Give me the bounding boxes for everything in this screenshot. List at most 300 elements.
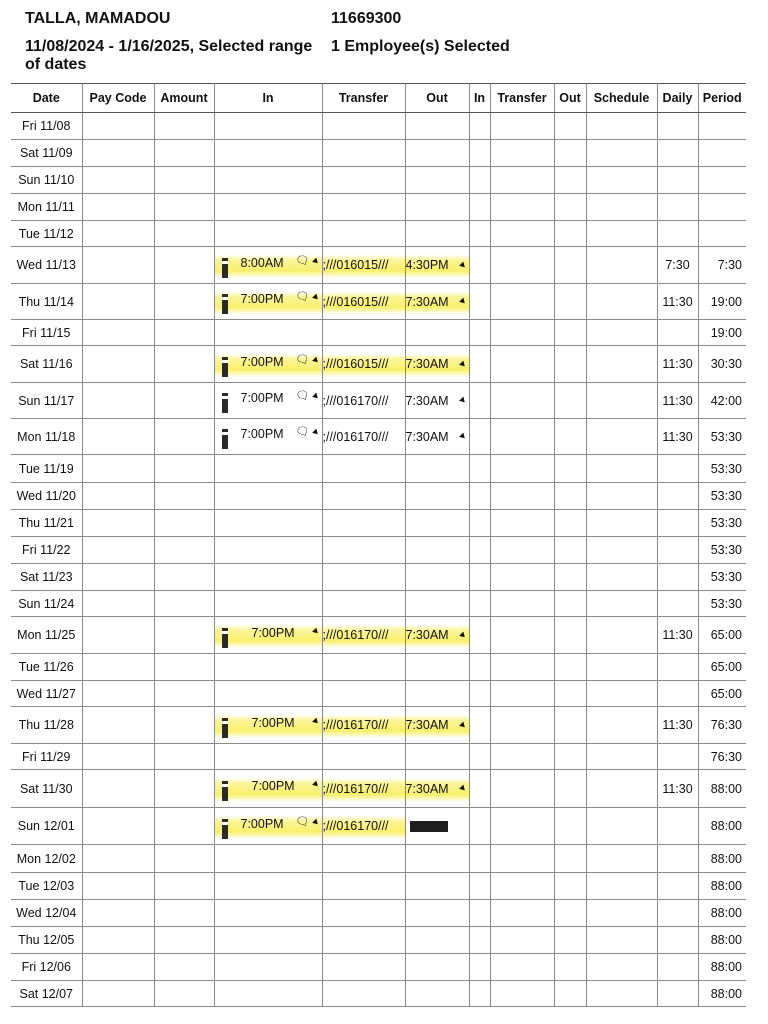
out-punch-cell-2[interactable] xyxy=(554,510,586,537)
in-punch-cell-2[interactable] xyxy=(469,591,490,617)
date-cell: Fri 11/08 xyxy=(11,113,82,140)
out-punch-cell-2[interactable] xyxy=(554,744,586,770)
in-punch-cell[interactable] xyxy=(214,483,322,510)
in-punch-cell[interactable] xyxy=(214,744,322,770)
in-punch-cell[interactable] xyxy=(214,564,322,591)
table-row xyxy=(11,654,746,681)
transfer-cell[interactable]: ;///016170/// xyxy=(322,770,405,808)
out-punch-cell-2[interactable] xyxy=(554,873,586,900)
dropdown-triangle-icon[interactable] xyxy=(312,357,320,365)
in-punch-cell[interactable] xyxy=(214,900,322,927)
out-punch-cell-2[interactable] xyxy=(554,981,586,1007)
amount-cell[interactable] xyxy=(154,419,214,455)
in-punch-cell-2[interactable] xyxy=(469,654,490,681)
pay-code-cell[interactable] xyxy=(82,346,154,383)
transfer-cell-2[interactable] xyxy=(490,419,554,455)
out-punch-cell[interactable] xyxy=(405,681,469,707)
in-punch-cell-2[interactable] xyxy=(469,681,490,707)
in-punch-cell[interactable] xyxy=(214,140,322,167)
out-punch-cell-2[interactable] xyxy=(554,247,586,284)
out-punch-cell-2[interactable] xyxy=(554,617,586,654)
in-punch-cell[interactable] xyxy=(214,346,322,383)
transfer-cell-2[interactable] xyxy=(490,284,554,320)
speech-bubble-icon[interactable]: 🗨︎ xyxy=(295,255,310,267)
out-punch-cell-2[interactable] xyxy=(554,419,586,455)
transfer-cell[interactable] xyxy=(322,320,405,346)
transfer-cell-2[interactable] xyxy=(490,537,554,564)
punch-indicator-icon[interactable] xyxy=(222,261,228,278)
out-punch-cell-2[interactable] xyxy=(554,455,586,483)
dropdown-triangle-icon[interactable] xyxy=(459,785,467,793)
out-punch-cell[interactable] xyxy=(405,591,469,617)
punch-indicator-icon[interactable] xyxy=(222,297,228,314)
dropdown-triangle-icon[interactable] xyxy=(312,718,320,726)
amount-cell[interactable] xyxy=(154,320,214,346)
amount-cell[interactable] xyxy=(154,455,214,483)
in-punch-cell-2[interactable] xyxy=(469,537,490,564)
dropdown-triangle-icon[interactable] xyxy=(312,819,320,827)
period-total: 53:30 xyxy=(698,591,746,617)
out-punch-cell[interactable] xyxy=(405,564,469,591)
amount-cell[interactable] xyxy=(154,284,214,320)
amount-cell[interactable] xyxy=(154,510,214,537)
out-punch-cell[interactable] xyxy=(405,770,469,808)
out-punch-cell-2[interactable] xyxy=(554,954,586,981)
in-punch-cell-2[interactable] xyxy=(469,873,490,900)
punch-indicator-icon[interactable] xyxy=(222,721,228,738)
transfer-cell[interactable] xyxy=(322,927,405,954)
in-punch-cell[interactable] xyxy=(214,981,322,1007)
out-punch-cell-2[interactable] xyxy=(554,564,586,591)
in-punch-cell-2[interactable] xyxy=(469,140,490,167)
col-amount[interactable]: Amount xyxy=(154,84,214,113)
transfer-cell-2[interactable] xyxy=(490,140,554,167)
transfer-cell[interactable]: ;///016170/// xyxy=(322,808,405,845)
in-punch-cell[interactable] xyxy=(214,927,322,954)
in-punch-cell-2[interactable] xyxy=(469,617,490,654)
amount-cell[interactable] xyxy=(154,140,214,167)
amount-cell[interactable] xyxy=(154,194,214,221)
dropdown-triangle-icon[interactable] xyxy=(312,258,320,266)
in-punch-cell-2[interactable] xyxy=(469,927,490,954)
col-transfer-2[interactable]: Transfer xyxy=(490,84,554,113)
schedule-cell xyxy=(586,455,657,483)
out-punch-cell-2[interactable] xyxy=(554,483,586,510)
in-punch-cell[interactable] xyxy=(214,770,322,808)
col-schedule[interactable]: Schedule xyxy=(586,84,657,113)
in-punch-cell[interactable] xyxy=(214,845,322,873)
transfer-cell[interactable] xyxy=(322,221,405,247)
out-punch-cell-2[interactable] xyxy=(554,591,586,617)
out-punch-cell[interactable] xyxy=(405,537,469,564)
col-in-2[interactable]: In xyxy=(469,84,490,113)
daily-total: 11:30 xyxy=(657,346,698,383)
daily-total xyxy=(657,981,698,1007)
pay-code-cell[interactable] xyxy=(82,808,154,845)
pay-code-cell[interactable] xyxy=(82,483,154,510)
transfer-cell[interactable]: ;///016015/// xyxy=(322,247,405,284)
out-punch-cell-2[interactable] xyxy=(554,927,586,954)
out-punch-cell[interactable] xyxy=(405,617,469,654)
out-punch-cell-2[interactable] xyxy=(554,681,586,707)
transfer-cell-2[interactable] xyxy=(490,383,554,419)
transfer-cell[interactable] xyxy=(322,483,405,510)
transfer-cell-2[interactable] xyxy=(490,900,554,927)
transfer-cell[interactable] xyxy=(322,455,405,483)
speech-bubble-icon[interactable]: 🗨︎ xyxy=(295,291,310,303)
amount-cell[interactable] xyxy=(154,707,214,744)
amount-cell[interactable] xyxy=(154,845,214,873)
out-punch-cell[interactable] xyxy=(405,744,469,770)
pay-code-cell[interactable] xyxy=(82,770,154,808)
out-punch-cell-2[interactable] xyxy=(554,140,586,167)
transfer-cell[interactable] xyxy=(322,744,405,770)
amount-cell[interactable] xyxy=(154,221,214,247)
out-punch-cell[interactable] xyxy=(405,981,469,1007)
punch-indicator-icon[interactable] xyxy=(222,631,228,648)
amount-cell[interactable] xyxy=(154,770,214,808)
pay-code-cell[interactable] xyxy=(82,510,154,537)
dropdown-triangle-icon[interactable] xyxy=(459,722,467,730)
amount-cell[interactable] xyxy=(154,537,214,564)
amount-cell[interactable] xyxy=(154,954,214,981)
transfer-cell[interactable] xyxy=(322,654,405,681)
pay-code-cell[interactable] xyxy=(82,845,154,873)
punch-indicator-icon[interactable] xyxy=(222,432,228,449)
transfer-cell-2[interactable] xyxy=(490,770,554,808)
in-punch-cell[interactable] xyxy=(214,194,322,221)
transfer-cell[interactable]: ;///016015/// xyxy=(322,284,405,320)
in-punch-cell-2[interactable] xyxy=(469,845,490,873)
in-punch-cell-2[interactable] xyxy=(469,510,490,537)
in-punch-cell-2[interactable] xyxy=(469,770,490,808)
pay-code-cell[interactable] xyxy=(82,927,154,954)
amount-cell[interactable] xyxy=(154,681,214,707)
out-punch-cell[interactable] xyxy=(405,954,469,981)
pay-code-cell[interactable] xyxy=(82,954,154,981)
pay-code-cell[interactable] xyxy=(82,455,154,483)
col-period[interactable]: Period xyxy=(698,84,746,113)
transfer-cell-2[interactable] xyxy=(490,744,554,770)
amount-cell[interactable] xyxy=(154,744,214,770)
out-punch-cell-2[interactable] xyxy=(554,346,586,383)
dropdown-triangle-icon[interactable] xyxy=(459,298,467,306)
out-punch-cell-2[interactable] xyxy=(554,113,586,140)
amount-cell[interactable] xyxy=(154,346,214,383)
amount-cell[interactable] xyxy=(154,900,214,927)
schedule-cell xyxy=(586,140,657,167)
out-punch-cell-2[interactable] xyxy=(554,808,586,845)
transfer-cell-2[interactable] xyxy=(490,681,554,707)
out-punch-cell[interactable] xyxy=(405,455,469,483)
in-punch-cell[interactable] xyxy=(214,455,322,483)
out-punch-cell-2[interactable] xyxy=(554,221,586,247)
dropdown-triangle-icon[interactable] xyxy=(312,429,320,437)
in-punch-cell[interactable] xyxy=(214,591,322,617)
out-punch-cell[interactable] xyxy=(405,654,469,681)
out-punch-cell[interactable] xyxy=(405,707,469,744)
pay-code-cell[interactable] xyxy=(82,247,154,284)
transfer-cell-2[interactable] xyxy=(490,808,554,845)
amount-cell[interactable] xyxy=(154,808,214,845)
dropdown-triangle-icon[interactable] xyxy=(459,397,467,405)
transfer-cell-2[interactable] xyxy=(490,981,554,1007)
out-punch-cell[interactable] xyxy=(405,247,469,284)
out-punch-cell-2[interactable] xyxy=(554,383,586,419)
transfer-cell-2[interactable] xyxy=(490,873,554,900)
speech-bubble-icon[interactable]: 🗨︎ xyxy=(295,354,310,366)
transfer-cell[interactable] xyxy=(322,140,405,167)
punch-indicator-icon[interactable] xyxy=(222,784,228,801)
daily-total: 11:30 xyxy=(657,383,698,419)
out-punch-cell-2[interactable] xyxy=(554,284,586,320)
transfer-cell-2[interactable] xyxy=(490,707,554,744)
in-punch-cell-2[interactable] xyxy=(469,284,490,320)
out-punch-cell[interactable] xyxy=(405,900,469,927)
date-cell: Tue 11/26 xyxy=(11,654,82,681)
amount-cell[interactable] xyxy=(154,167,214,194)
col-out[interactable]: Out xyxy=(405,84,469,113)
transfer-cell[interactable] xyxy=(322,564,405,591)
pay-code-cell[interactable] xyxy=(82,284,154,320)
transfer-cell-2[interactable] xyxy=(490,113,554,140)
speech-bubble-icon[interactable]: 🗨︎ xyxy=(295,426,310,438)
out-punch-cell[interactable] xyxy=(405,845,469,873)
in-punch-cell-2[interactable] xyxy=(469,900,490,927)
dropdown-triangle-icon[interactable] xyxy=(312,393,320,401)
out-punch-cell[interactable] xyxy=(405,873,469,900)
in-punch-cell-2[interactable] xyxy=(469,419,490,455)
out-punch-cell[interactable] xyxy=(405,483,469,510)
out-punch-cell-2[interactable] xyxy=(554,654,586,681)
transfer-cell-2[interactable] xyxy=(490,510,554,537)
pay-code-cell[interactable] xyxy=(82,900,154,927)
amount-cell[interactable] xyxy=(154,591,214,617)
in-punch-cell[interactable] xyxy=(214,954,322,981)
dropdown-triangle-icon[interactable] xyxy=(459,433,467,441)
speech-bubble-icon[interactable]: 🗨︎ xyxy=(295,816,310,828)
in-punch-cell-2[interactable] xyxy=(469,383,490,419)
pay-code-cell[interactable] xyxy=(82,167,154,194)
in-punch-cell-2[interactable] xyxy=(469,808,490,845)
pay-code-cell[interactable] xyxy=(82,221,154,247)
transfer-cell[interactable] xyxy=(322,681,405,707)
out-punch-cell-2[interactable] xyxy=(554,167,586,194)
in-punch-cell[interactable] xyxy=(214,873,322,900)
out-punch-cell[interactable] xyxy=(405,140,469,167)
transfer-cell[interactable] xyxy=(322,845,405,873)
out-punch-cell-2[interactable] xyxy=(554,845,586,873)
in-punch-cell[interactable] xyxy=(214,113,322,140)
col-pay-code[interactable]: Pay Code xyxy=(82,84,154,113)
in-punch-cell-2[interactable] xyxy=(469,744,490,770)
transfer-cell[interactable] xyxy=(322,537,405,564)
speech-bubble-icon[interactable]: 🗨︎ xyxy=(295,390,310,402)
dropdown-triangle-icon[interactable] xyxy=(459,361,467,369)
out-punch-cell-2[interactable] xyxy=(554,900,586,927)
in-time: 7:00PM xyxy=(251,626,295,640)
pay-code-cell[interactable] xyxy=(82,654,154,681)
out-punch-cell[interactable] xyxy=(405,320,469,346)
punch-indicator-icon[interactable] xyxy=(222,360,228,377)
out-punch-cell[interactable] xyxy=(405,167,469,194)
col-transfer[interactable]: Transfer xyxy=(322,84,405,113)
table-row xyxy=(11,140,746,167)
dropdown-triangle-icon[interactable] xyxy=(312,628,320,636)
pay-code-cell[interactable] xyxy=(82,383,154,419)
pay-code-cell[interactable] xyxy=(82,564,154,591)
amount-cell[interactable] xyxy=(154,873,214,900)
in-time: 8:00AM xyxy=(240,256,284,270)
in-punch-cell-2[interactable] xyxy=(469,954,490,981)
col-out-2[interactable]: Out xyxy=(554,84,586,113)
transfer-cell-2[interactable] xyxy=(490,954,554,981)
period-total xyxy=(698,194,746,221)
transfer-cell-2[interactable] xyxy=(490,564,554,591)
table-row xyxy=(11,419,746,455)
out-punch-cell[interactable] xyxy=(405,284,469,320)
in-punch-cell[interactable] xyxy=(214,167,322,194)
pay-code-cell[interactable] xyxy=(82,681,154,707)
amount-cell[interactable] xyxy=(154,617,214,654)
in-punch-cell-2[interactable] xyxy=(469,320,490,346)
transfer-cell-2[interactable] xyxy=(490,927,554,954)
amount-cell[interactable] xyxy=(154,483,214,510)
transfer-cell-2[interactable] xyxy=(490,247,554,284)
col-in[interactable]: In xyxy=(214,84,322,113)
amount-cell[interactable] xyxy=(154,383,214,419)
out-punch-cell[interactable] xyxy=(405,113,469,140)
out-punch-cell[interactable] xyxy=(405,383,469,419)
transfer-cell[interactable] xyxy=(322,591,405,617)
in-punch-cell[interactable] xyxy=(214,247,322,284)
in-punch-cell[interactable] xyxy=(214,221,322,247)
transfer-cell[interactable] xyxy=(322,194,405,221)
out-punch-cell[interactable] xyxy=(405,346,469,383)
in-punch-cell[interactable] xyxy=(214,510,322,537)
in-punch-cell[interactable] xyxy=(214,537,322,564)
in-punch-cell[interactable] xyxy=(214,419,322,455)
in-punch-cell[interactable] xyxy=(214,654,322,681)
out-punch-cell-2[interactable] xyxy=(554,707,586,744)
dropdown-triangle-icon[interactable] xyxy=(459,632,467,640)
pay-code-cell[interactable] xyxy=(82,617,154,654)
in-punch-cell[interactable] xyxy=(214,383,322,419)
in-punch-cell-2[interactable] xyxy=(469,564,490,591)
pay-code-cell[interactable] xyxy=(82,707,154,744)
dropdown-triangle-icon[interactable] xyxy=(459,262,467,270)
out-punch-cell-2[interactable] xyxy=(554,770,586,808)
out-punch-cell-2[interactable] xyxy=(554,537,586,564)
in-punch-cell-2[interactable] xyxy=(469,194,490,221)
out-punch-cell-2[interactable] xyxy=(554,194,586,221)
pay-code-cell[interactable] xyxy=(82,419,154,455)
dropdown-triangle-icon[interactable] xyxy=(312,294,320,302)
schedule-cell xyxy=(586,981,657,1007)
transfer-cell-2[interactable] xyxy=(490,320,554,346)
in-punch-cell-2[interactable] xyxy=(469,167,490,194)
transfer-cell[interactable] xyxy=(322,873,405,900)
out-punch-cell[interactable] xyxy=(405,194,469,221)
transfer-cell[interactable]: ;///016015/// xyxy=(322,346,405,383)
in-punch-cell[interactable] xyxy=(214,808,322,845)
pay-code-cell[interactable] xyxy=(82,194,154,221)
in-punch-cell[interactable] xyxy=(214,284,322,320)
punch-indicator-icon[interactable] xyxy=(222,822,228,839)
transfer-cell[interactable] xyxy=(322,900,405,927)
amount-cell[interactable] xyxy=(154,113,214,140)
pay-code-cell[interactable] xyxy=(82,113,154,140)
pay-code-cell[interactable] xyxy=(82,981,154,1007)
pay-code-cell[interactable] xyxy=(82,873,154,900)
amount-cell[interactable] xyxy=(154,654,214,681)
transfer-cell-2[interactable] xyxy=(490,591,554,617)
transfer-cell[interactable] xyxy=(322,167,405,194)
transfer-cell-2[interactable] xyxy=(490,617,554,654)
punch-indicator-icon[interactable] xyxy=(222,396,228,413)
col-daily[interactable]: Daily xyxy=(657,84,698,113)
transfer-cell-2[interactable] xyxy=(490,455,554,483)
in-punch-cell-2[interactable] xyxy=(469,113,490,140)
pay-code-cell[interactable] xyxy=(82,744,154,770)
transfer-cell[interactable] xyxy=(322,981,405,1007)
transfer-cell-2[interactable] xyxy=(490,483,554,510)
amount-cell[interactable] xyxy=(154,247,214,284)
transfer-cell[interactable] xyxy=(322,954,405,981)
out-punch-cell[interactable] xyxy=(405,510,469,537)
out-punch-cell[interactable] xyxy=(405,808,469,845)
transfer-cell-2[interactable] xyxy=(490,845,554,873)
in-punch-cell[interactable] xyxy=(214,320,322,346)
out-punch-cell[interactable] xyxy=(405,419,469,455)
in-punch-cell-2[interactable] xyxy=(469,483,490,510)
transfer-cell[interactable] xyxy=(322,510,405,537)
in-punch-cell-2[interactable] xyxy=(469,221,490,247)
out-punch-cell[interactable] xyxy=(405,221,469,247)
pay-code-cell[interactable] xyxy=(82,320,154,346)
out-punch-cell[interactable] xyxy=(405,927,469,954)
transfer-cell[interactable]: ;///016170/// xyxy=(322,383,405,419)
in-punch-cell-2[interactable] xyxy=(469,981,490,1007)
transfer-cell[interactable]: ;///016170/// xyxy=(322,617,405,654)
in-punch-cell-2[interactable] xyxy=(469,247,490,284)
transfer-cell-2[interactable] xyxy=(490,167,554,194)
in-punch-cell[interactable] xyxy=(214,681,322,707)
in-punch-cell[interactable] xyxy=(214,707,322,744)
col-date[interactable]: Date xyxy=(11,84,82,113)
pay-code-cell[interactable] xyxy=(82,537,154,564)
amount-cell[interactable] xyxy=(154,981,214,1007)
transfer-cell[interactable]: ;///016170/// xyxy=(322,419,405,455)
in-punch-cell-2[interactable] xyxy=(469,346,490,383)
transfer-cell[interactable] xyxy=(322,113,405,140)
pay-code-cell[interactable] xyxy=(82,591,154,617)
amount-cell[interactable] xyxy=(154,927,214,954)
transfer-cell-2[interactable] xyxy=(490,194,554,221)
in-punch-cell-2[interactable] xyxy=(469,707,490,744)
in-punch-cell-2[interactable] xyxy=(469,455,490,483)
amount-cell[interactable] xyxy=(154,564,214,591)
transfer-cell-2[interactable] xyxy=(490,221,554,247)
table-row xyxy=(11,707,746,744)
transfer-cell[interactable]: ;///016170/// xyxy=(322,707,405,744)
in-punch-cell[interactable] xyxy=(214,617,322,654)
dropdown-triangle-icon[interactable] xyxy=(312,781,320,789)
transfer-cell-2[interactable] xyxy=(490,654,554,681)
transfer-cell-2[interactable] xyxy=(490,346,554,383)
out-punch-cell-2[interactable] xyxy=(554,320,586,346)
pay-code-cell[interactable] xyxy=(82,140,154,167)
